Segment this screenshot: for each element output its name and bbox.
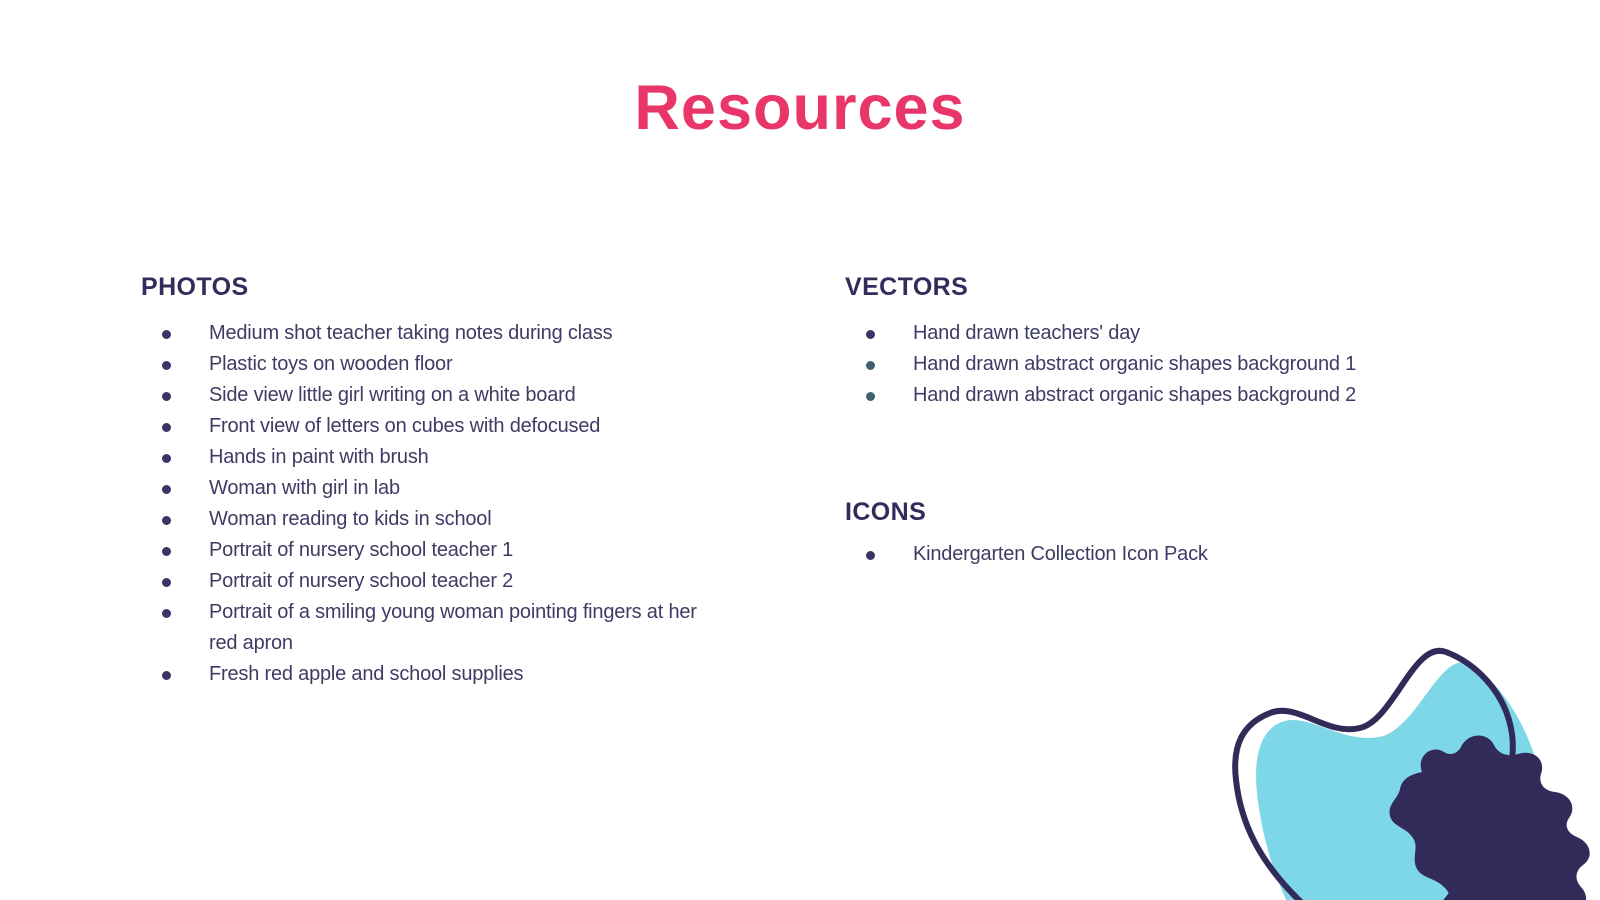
icons-list-item: Kindergarten Collection Icon Pack [845, 539, 1495, 570]
icons-list [845, 539, 1495, 570]
vectors-list [845, 318, 1495, 411]
photos-list-item: Woman reading to kids in school [141, 504, 701, 535]
section-icons [845, 500, 1495, 570]
vectors-list-item: Hand drawn abstract organic shapes background 2 [845, 380, 1495, 411]
photos-heading: PHOTOS [141, 273, 249, 301]
photos-list-item: Portrait of nursery school teacher 2 [141, 566, 701, 597]
vectors-list-item: Hand drawn abstract organic shapes background 1 [845, 349, 1495, 380]
vectors-heading: VECTORS [845, 273, 969, 301]
decorative-blob-graphic [1160, 580, 1600, 900]
photos-list [141, 318, 701, 690]
cyan-blob-shape [1256, 663, 1544, 900]
photos-list-item: Woman with girl in lab [141, 473, 701, 504]
page-title: Resources [634, 73, 966, 143]
photos-list-item: Front view of letters on cubes with defocused [141, 411, 701, 442]
section-vectors-icons [845, 275, 1495, 570]
photos-list-item: Side view little girl writing on a white board [141, 380, 701, 411]
section-photos [141, 275, 701, 690]
photos-list-item: Plastic toys on wooden floor [141, 349, 701, 380]
photos-list-item: Portrait of nursery school teacher 1 [141, 535, 701, 566]
vectors-list-item: Hand drawn teachers' day [845, 318, 1495, 349]
photos-list-item: Portrait of a smiling young woman pointing fingers at her red apron [141, 597, 701, 659]
photos-list-item: Medium shot teacher taking notes during class [141, 318, 701, 349]
ink-splat-shape [1389, 735, 1589, 900]
photos-list-item: Hands in paint with brush [141, 442, 701, 473]
icons-heading: ICONS [845, 498, 927, 526]
photos-list-item: Fresh red apple and school supplies [141, 659, 701, 690]
blob-outline-shape [1235, 651, 1513, 900]
